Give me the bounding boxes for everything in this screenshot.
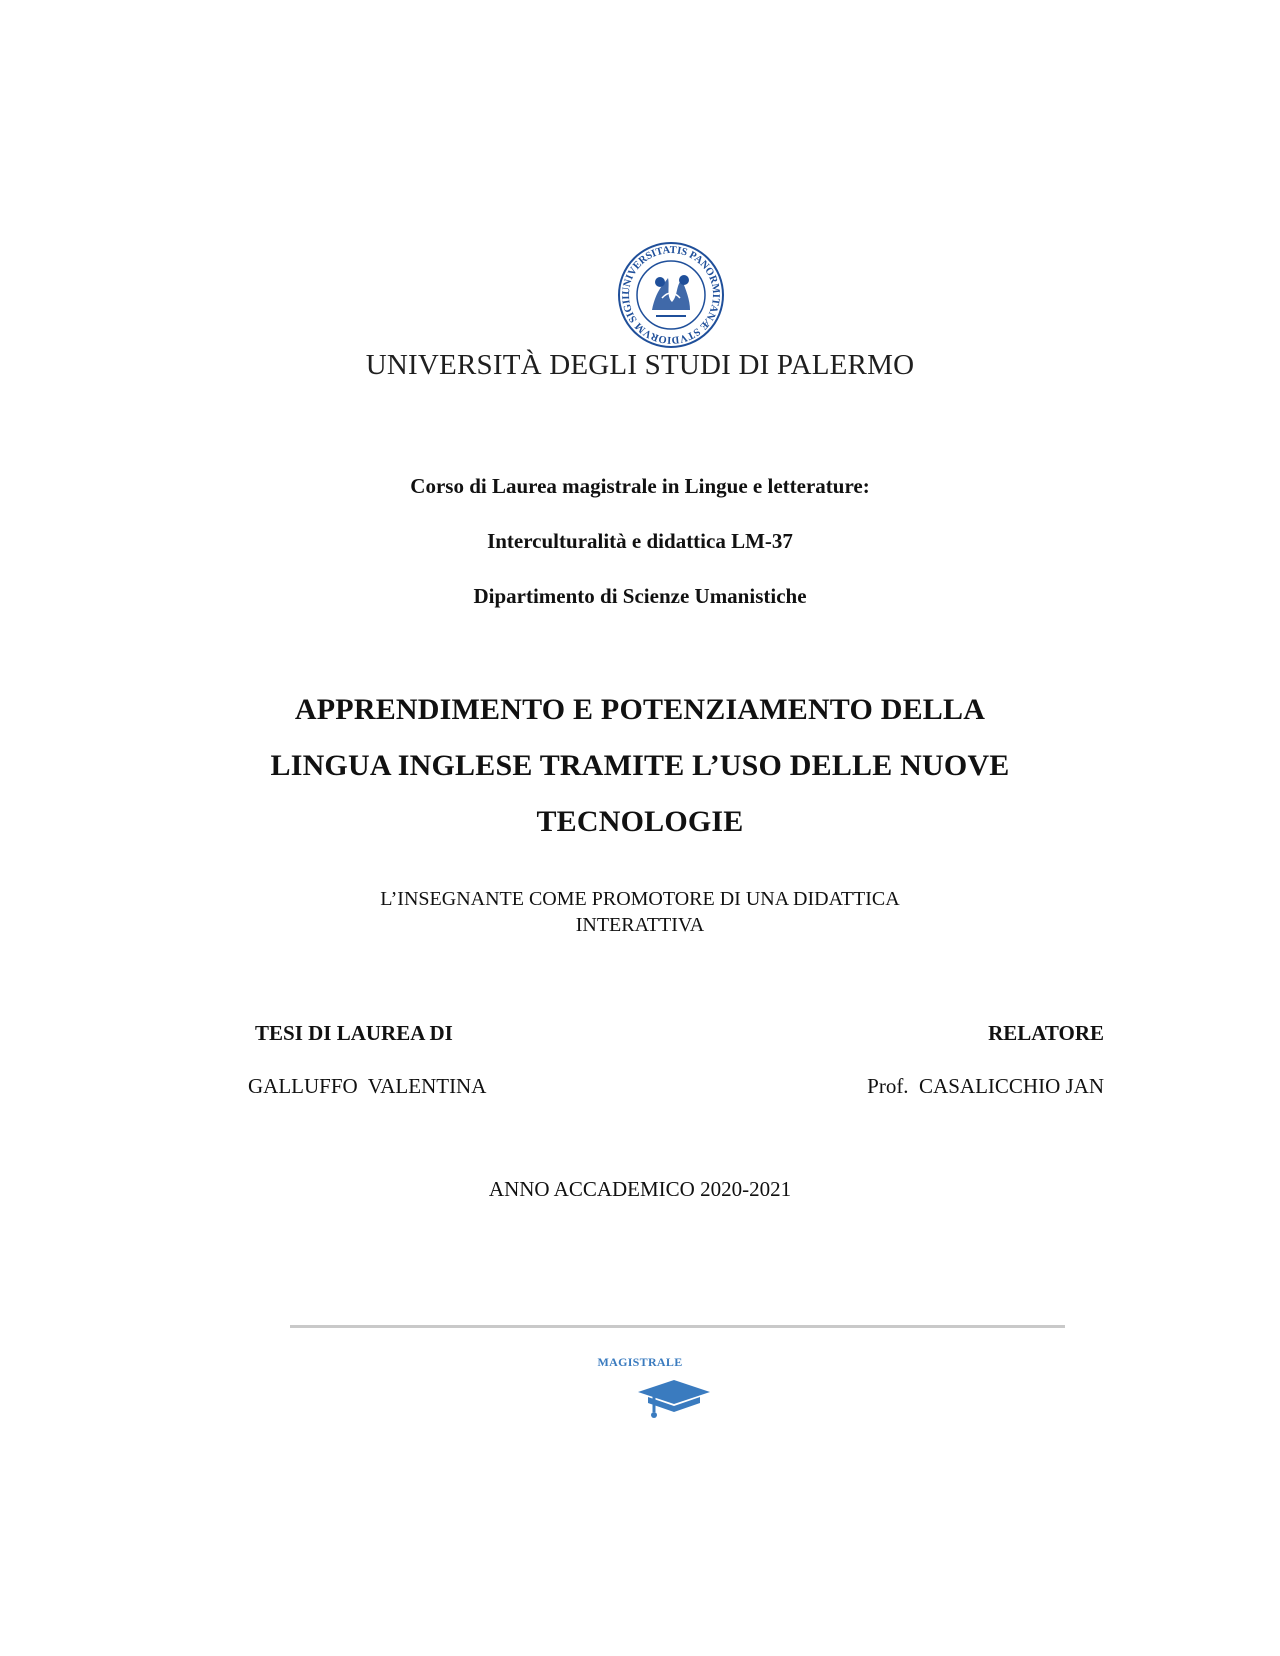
thesis-title-line-2: LINGUA INGLESE TRAMITE L’USO DELLE NUOVE xyxy=(270,749,1010,782)
student-label: TESI DI LAUREA DI xyxy=(255,1021,453,1045)
svg-text:UNIVERSITATIS PANORMITANÆ STVD: UNIVERSITATIS PANORMITANÆ STVDIORVM SIGIL xyxy=(620,244,722,346)
university-seal-logo xyxy=(616,240,726,350)
thesis-subtitle-line-2: INTERATTIVA xyxy=(575,914,705,936)
seal-icon xyxy=(616,240,726,350)
thesis-title-line-1: APPRENDIMENTO E POTENZIAMENTO DELLA xyxy=(294,693,986,726)
university-name: UNIVERSITÀ DEGLI STUDI DI PALERMO xyxy=(365,349,915,381)
course-degree-line: Corso di Laurea magistrale in Lingue e letterature: xyxy=(410,474,870,498)
thesis-subtitle-line-1: L’INSEGNANTE COME PROMOTORE DI UNA DIDATTICA xyxy=(380,888,900,910)
course-curriculum-line: Interculturalità e didattica LM-37 xyxy=(487,529,793,553)
magistrale-badge-label: MAGISTRALE xyxy=(597,1355,683,1369)
student-name: GALLUFFO VALENTINA xyxy=(248,1074,487,1098)
thesis-title-line-3: TECNOLOGIE xyxy=(536,805,744,838)
supervisor-name: Prof. CASALICCHIO JAN xyxy=(867,1074,1104,1098)
academic-year: ANNO ACCADEMICO 2020-2021 xyxy=(488,1177,792,1201)
supervisor-label: RELATORE xyxy=(988,1021,1104,1045)
department-line: Dipartimento di Scienze Umanistiche xyxy=(473,584,807,608)
graduation-cap-icon xyxy=(634,1378,714,1422)
footer-divider xyxy=(290,1325,1065,1328)
